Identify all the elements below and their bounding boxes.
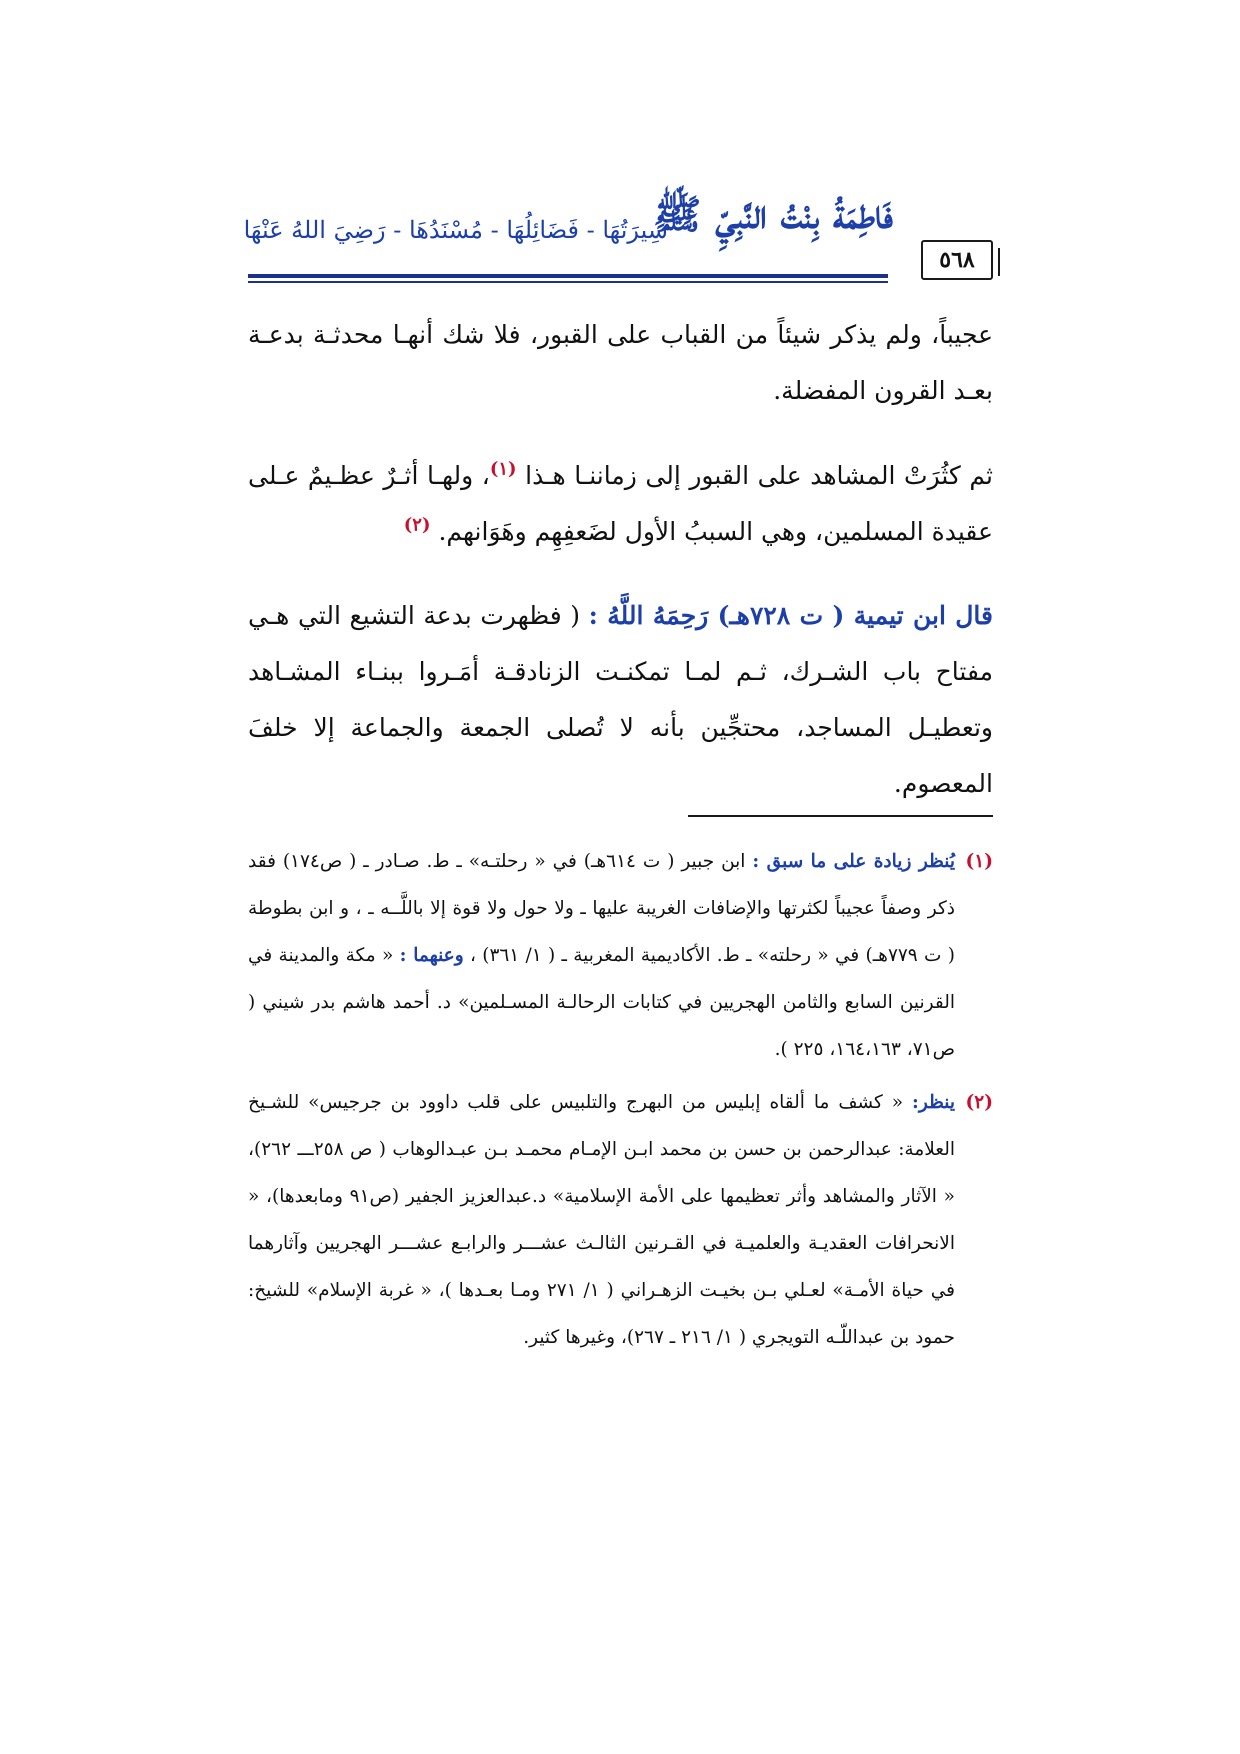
footnote-body: « كشف ما ألقاه إبليس من البهرج والتلبيس على قلب داوود بن جرجيس» للشـيخ العلامة: عبدالرحمن بن حسن بن محمد ابـن الإمـام محمـد بـن عبـدالوهاب ( ص ٢٥٨ـــ ٢٦٢)، « الآثار والمشاهد وأثر تعظيمها على الأمة الإسلامية» د.عبدالعزيز الجفير (ص٩١ ومابعدها)، « الانحرافات العقديـة والعلميـة في القـرنين الثالـث عشـــر والرابـع عشـــر الهجريين وآثارهما في حياة الأمـة» لعـلي بـن بخيـت الزهـراني ( ١/ ٢٧١ ومـا بعـدها )، « غربة الإسلام» للشيخ: حمود بن عبداللّـه التويجري ( ١/ ٢١٦ ـ ٢٦٧)، وغيرها كثير.	[248, 1092, 956, 1348]
footnote-body: ابن جبير ( ت ٦١٤هـ) في « رحلتـه» ـ ط. صـادر ـ ( ص١٧٤) فقد ذكر وصفاً عجيباً لكثرتها والإضافات الغريبة عليها ـ ولا حول ولا قوة إلا باللَّــه ـ ، و ابن بطوطة ( ت ٧٧٩هـ) في « رحلته» ـ ط. الأكاديمية المغربية ـ ( ١/ ٣٦١) ،	[248, 851, 955, 966]
header-rule-thick	[248, 274, 888, 278]
paragraph-2-text-start: ثم كثُرَتْ المشاهد على القبور إلى زماننـا هـذا	[525, 461, 993, 490]
page-header	[243, 190, 993, 282]
footnote-lead-2: وعنهما :	[399, 945, 464, 966]
footnotes	[248, 838, 993, 1361]
footnote-text	[248, 1079, 955, 1361]
footnote-divider	[688, 815, 993, 817]
footnote-number: (٢)	[965, 1092, 993, 1113]
quote-attribution: قال ابن تيمية ( ت ٧٢٨هـ) رَحِمَهُ اللَّهُ :	[588, 601, 993, 630]
footnote-2	[248, 1079, 993, 1361]
footnote-1	[248, 838, 993, 1073]
header-rule-thin	[248, 281, 888, 283]
paragraph-3-quote	[248, 588, 993, 812]
page-number: ٥٦٨	[921, 240, 993, 280]
footnote-lead: ينظر:	[912, 1092, 955, 1113]
footnote-body-2: « مكة والمدينة في القرنين السابع والثامن الهجريين في كتابات الرحالـة المسـلمين» د. أحمد هاشم بدر شيني ( ص٧١، ١٦٤،١٦٣، ٢٢٥ ).	[248, 945, 955, 1060]
footnote-ref-2[interactable]: (٢)	[403, 514, 431, 536]
footnote-lead: يُنظر زيادة على ما سبق :	[752, 851, 955, 872]
book-title: فَاطِمَةُ بِنْتُ النَّبِيِّ ﷺ	[653, 191, 893, 238]
footnote-number: (١)	[965, 851, 993, 872]
footnote-ref-1[interactable]: (١)	[489, 458, 517, 480]
paragraph-1-text: عجيباً، ولم يذكر شيئاً من القباب على القبور، فلا شك أنهـا محدثـة بدعـة بعـد القرون المفضلة.	[248, 320, 993, 405]
paragraph-1	[248, 307, 993, 419]
paragraph-2-text-end: ، ولهـا أثـرٌ عظـيمٌ عـلى عقيدة المسلمين، وهي السببُ الأول لضَعفِهِم وهَوَانهم.	[248, 461, 993, 546]
quote-text: ( فظهرت بدعة التشيع التي هـي مفتاح باب الشـرك، ثـم لمـا تمكنـت الزنادقـة أمَـروا ببنـاء المشـاهد وتعطيـل المساجد، محتجِّين بأنه لا تُصلى الجمعة والجماعة إلا خلفَ المعصوم.	[248, 601, 993, 798]
footnote-text	[248, 838, 955, 1073]
paragraph-2	[248, 448, 993, 560]
book-subtitle: سِيرَتُهَا - فَضَائِلُهَا - مُسْنَدُهَا - رَضِيَ اللهُ عَنْهَا	[243, 216, 668, 244]
